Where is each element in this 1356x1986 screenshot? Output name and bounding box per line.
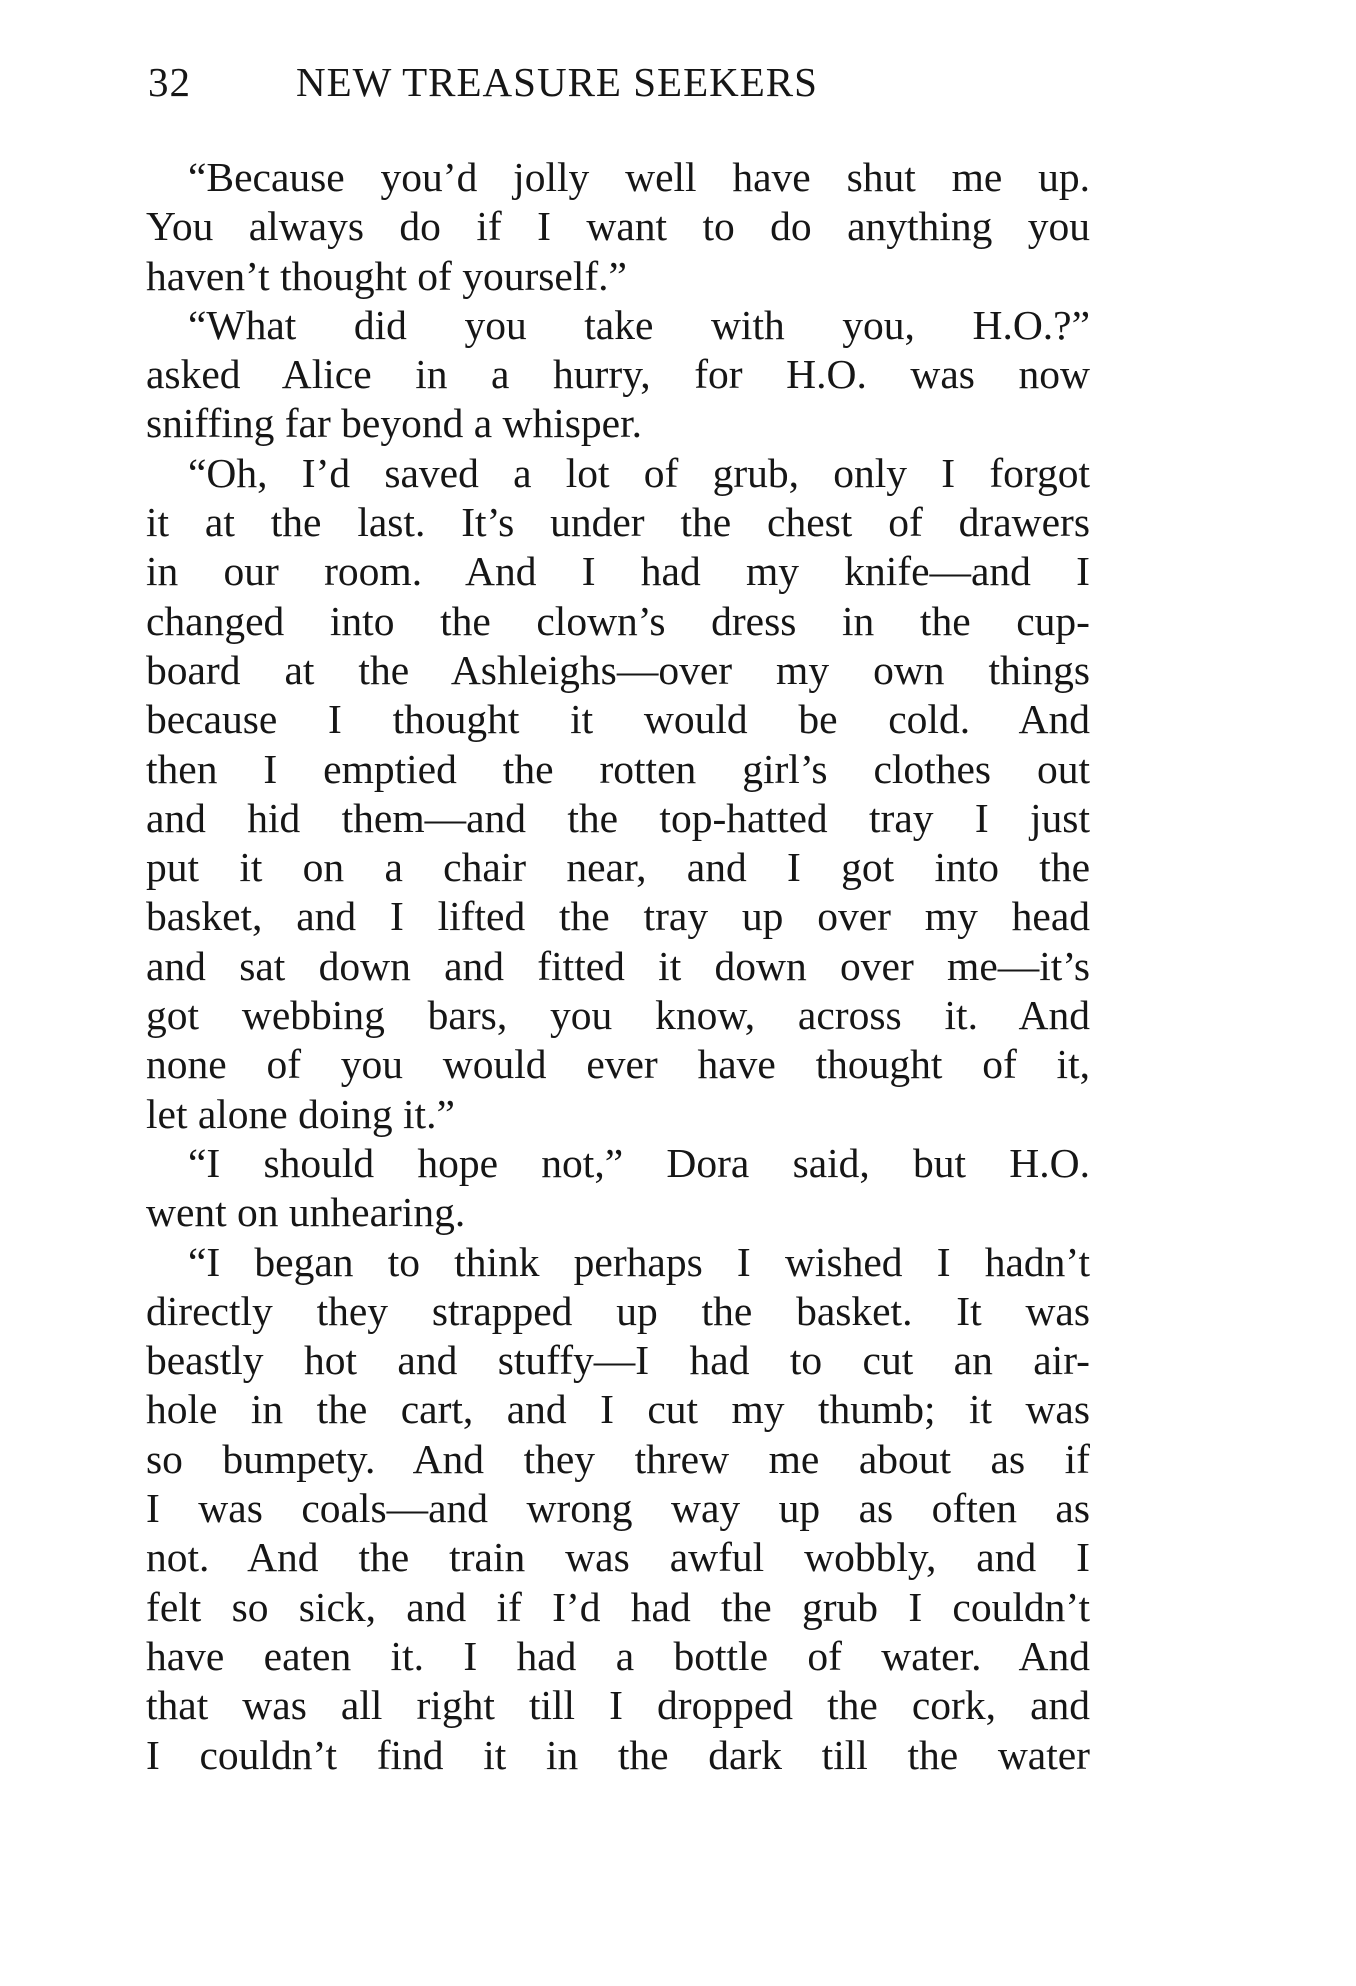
page-header — [148, 58, 948, 118]
text-line: it at the last. It’s under the chest of drawers — [146, 499, 1090, 546]
text-line: asked Alice in a hurry, for H.O. was now — [146, 351, 1090, 398]
body-text — [146, 153, 1090, 1780]
text-line: so bumpety. And they threw me about as if — [146, 1435, 1090, 1482]
text-line: basket, and I lifted the tray up over my head — [146, 893, 1090, 940]
text-line: “Because you’d jolly well have shut me up. — [188, 154, 1090, 200]
text-line: then I emptied the rotten girl’s clothes out — [146, 745, 1090, 792]
text-line: “I began to think perhaps I wished I hadn’t — [188, 1238, 1090, 1285]
text-line: changed into the clown’s dress in the cup- — [146, 597, 1090, 644]
text-line: haven’t thought of yourself.” — [146, 252, 627, 299]
text-line: directly they strapped up the basket. It was — [146, 1287, 1090, 1334]
text-line: none of you would ever have thought of it, — [146, 1041, 1090, 1088]
text-line: “What did you take with you, H.O.?” — [188, 301, 1090, 348]
text-line: and hid them—and the top-hatted tray I just — [146, 794, 1090, 841]
text-line: went on unhearing. — [146, 1189, 466, 1236]
text-line: I couldn’t find it in the dark till the water — [146, 1731, 1090, 1778]
page-number: 32 — [148, 59, 191, 105]
text-line: “I should hope not,” Dora said, but H.O. — [188, 1139, 1090, 1186]
running-title: NEW TREASURE SEEKERS — [296, 59, 818, 105]
text-line: and sat down and fitted it down over me—it’s — [146, 942, 1090, 989]
text-line: felt so sick, and if I’d had the grub I couldn’t — [146, 1583, 1090, 1630]
text-line: let alone doing it.” — [146, 1090, 455, 1137]
text-line: I was coals—and wrong way up as often as — [146, 1485, 1090, 1532]
text-line: You always do if I want to do anything you — [146, 203, 1090, 250]
text-line: beastly hot and stuffy—I had to cut an air- — [146, 1337, 1090, 1384]
text-line: “Oh, I’d saved a lot of grub, only I forgot — [188, 449, 1090, 496]
text-line: not. And the train was awful wobbly, and I — [146, 1534, 1090, 1581]
text-line: in our room. And I had my knife—and I — [146, 548, 1090, 595]
text-line: that was all right till I dropped the cork, and — [146, 1682, 1090, 1729]
text-line: hole in the cart, and I cut my thumb; it was — [146, 1386, 1090, 1433]
text-line: got webbing bars, you know, across it. And — [146, 992, 1090, 1039]
text-line: have eaten it. I had a bottle of water. And — [146, 1632, 1090, 1679]
text-line: board at the Ashleighs—over my own things — [146, 646, 1090, 693]
text-line: put it on a chair near, and I got into the — [146, 844, 1090, 891]
text-line: sniffing far beyond a whisper. — [146, 400, 642, 447]
text-line: because I thought it would be cold. And — [146, 696, 1090, 743]
